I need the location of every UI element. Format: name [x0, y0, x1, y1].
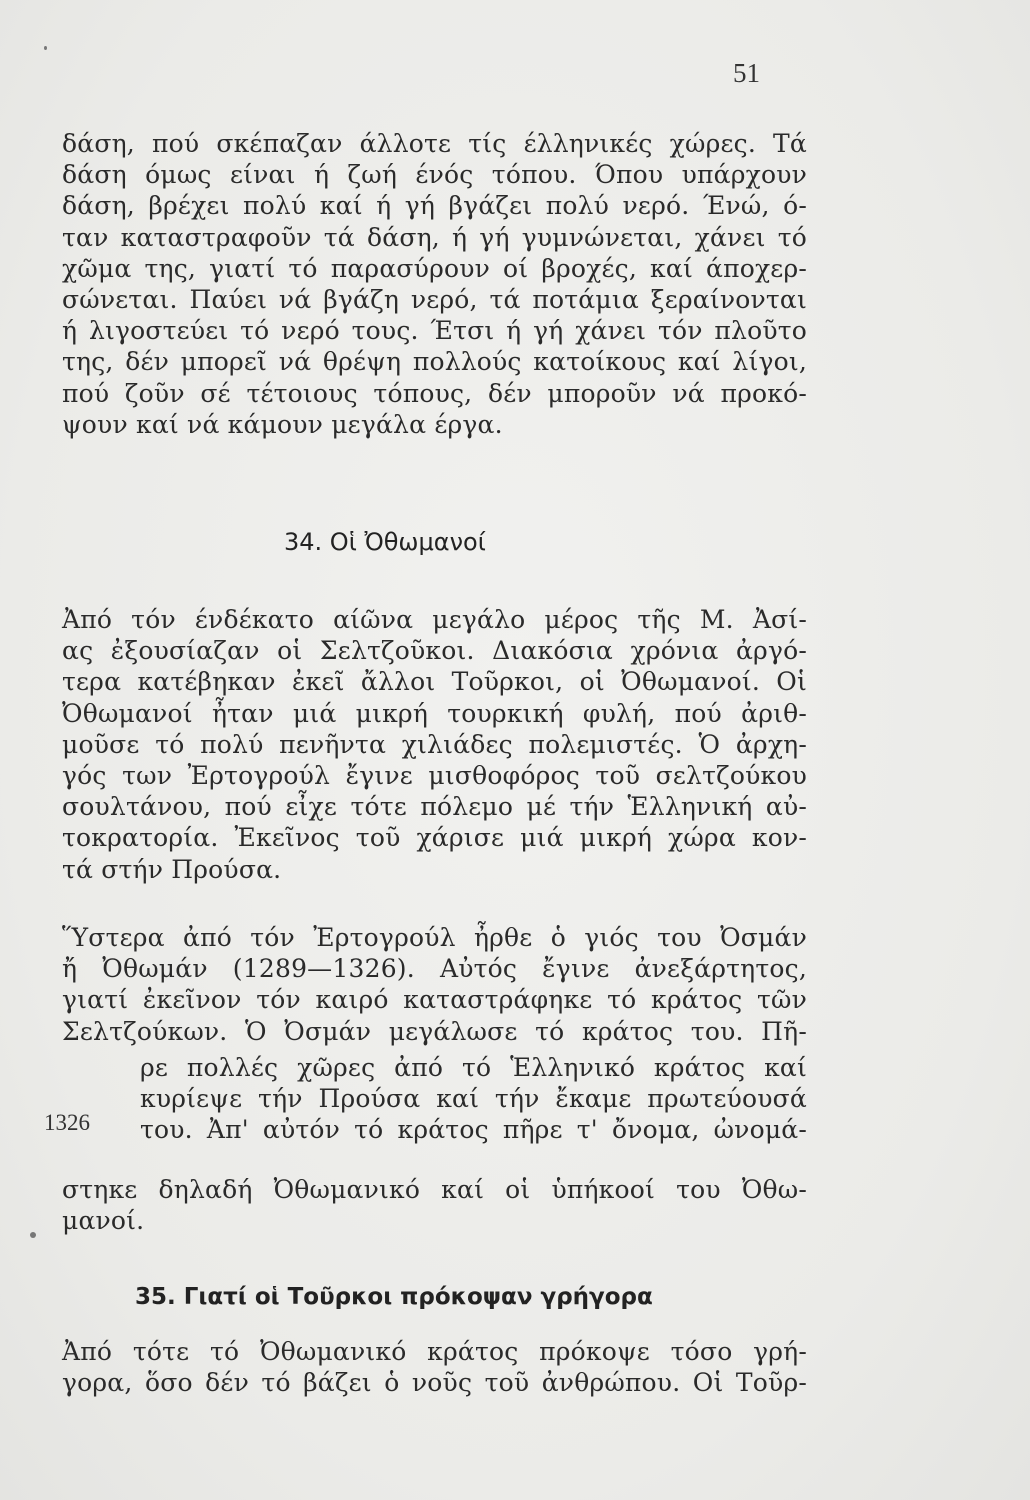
- margin-year-note: 1326: [44, 1110, 90, 1135]
- text-line: δάση, βρέχει πολύ καί ή γή βγάζει πολύ νερό. Ένώ, ό-: [62, 191, 807, 221]
- print-speck: [30, 1232, 36, 1238]
- text-line: ἤ Ὀθωμάν (1289—1326). Αὐτός ἔγινε ἀνεξάρτητος,: [62, 954, 807, 984]
- text-line: ή λιγοστεύει τό νερό τους. Έτσι ή γή χάνει τόν πλοῦτο: [62, 316, 807, 346]
- text-line: τοκρατορία. Ἐκεῖνος τοῦ χάρισε μιά μικρή χώρα κον-: [62, 823, 807, 853]
- text-line: Ὕστερα ἀπό τόν Ἐρτογρούλ ἦρθε ὁ γιός του Ὀσμάν: [62, 923, 807, 952]
- text-line: σουλτάνου, πού εἶχε τότε πόλεμο μέ τήν Ἑλληνική αὐ-: [62, 792, 807, 822]
- text-line: Ἀπό τόν ένδέκατο αίῶνα μεγάλο μέρος τῆς Μ. Ἀσί-: [62, 605, 807, 634]
- text-line: πού ζοῦν σέ τέτοιους τόπους, δέν μποροῦν νά προκό-: [62, 378, 807, 408]
- text-line: του. Ἀπ' αὐτόν τό κράτος πῆρε τ' ὄνομα, ὠνομά-: [140, 1115, 807, 1145]
- text-line: στηκε δηλαδή Ὀθωμανικό καί οἱ ὑπήκοοί του Ὀθω-: [62, 1175, 807, 1204]
- text-line: κυρίεψε τήν Προύσα καί τήν ἔκαμε πρωτεύουσά: [140, 1084, 807, 1114]
- paragraph-seljuks: [62, 604, 807, 885]
- paragraph-forests: [62, 128, 807, 440]
- text-line: τά στήν Προύσα.: [62, 854, 282, 884]
- text-line: Ὀθωμανοί ἦταν μιά μικρή τουρκική φυλή, πού ἀριθ-: [62, 698, 807, 728]
- text-line: γορα, ὅσο δέν τό βάζει ὁ νοῦς τοῦ ἀνθρώπου. Οἱ Τοῦρ-: [62, 1368, 807, 1398]
- text-line: ψουν καί νά κάμουν μεγάλα έργα.: [62, 409, 503, 439]
- paragraph-ottoman-growth: [62, 1336, 807, 1398]
- section-heading-34: 34. Οἱ Ὀθωμανοί: [284, 528, 486, 556]
- page-number: 51: [733, 58, 760, 88]
- text-line: ρε πολλές χῶρες ἀπό τό Ἑλληνικό κράτος καί: [140, 1053, 807, 1082]
- text-line: χῶμα της, γιατί τό παρασύρουν οί βροχές, καί άποχερ-: [62, 253, 807, 283]
- text-line: δάση όμως είναι ή ζωή ένός τόπου. Όπου υπάρχουν: [62, 160, 807, 190]
- print-speck: [44, 46, 47, 50]
- text-line: μοῦσε τό πολύ πενῆντα χιλιάδες πολεμιστές. Ὁ ἀρχη-: [62, 729, 807, 759]
- text-line: τερα κατέβηκαν ἐκεῖ ἄλλοι Τοῦρκοι, οἱ Ὀθωμανοί. Οἱ: [62, 667, 807, 697]
- text-line: γός των Ἐρτογρούλ ἔγινε μισθοφόρος τοῦ σελτζούκου: [62, 760, 807, 790]
- text-line: Ἀπό τότε τό Ὀθωμανικό κράτος πρόκοψε τόσο γρή-: [62, 1337, 807, 1366]
- section-heading-35: 35. Γιατί οἱ Τοῦρκοι πρόκοψαν γρήγορα: [135, 1284, 653, 1310]
- text-line: Σελτζούκων. Ὁ Ὀσμάν μεγάλωσε τό κράτος του. Πῆ-: [62, 1016, 807, 1046]
- text-line: της, δέν μπορεῖ νά θρέψη πολλούς κατοίκους καί λίγοι,: [62, 347, 807, 377]
- text-line: δάση, πού σκέπαζαν άλλοτε τίς έλληνικές χώρες. Τά: [62, 129, 807, 158]
- paragraph-osman-end: [62, 1174, 807, 1236]
- text-line: ταν καταστραφοῦν τά δάση, ή γή γυμνώνεται, χάνει τό: [62, 222, 807, 252]
- text-line: σώνεται. Παύει νά βγάζη νερό, τά ποτάμια ξεραίνονται: [62, 284, 807, 314]
- text-line: ας ἐξουσίαζαν οἱ Σελτζοῦκοι. Διακόσια χρόνια ἀργό-: [62, 636, 807, 666]
- paragraph-osman: [62, 922, 807, 1047]
- text-line: γιατί ἐκεῖνον τόν καιρό καταστράφηκε τό κράτος τῶν: [62, 985, 807, 1015]
- text-line: μανοί.: [62, 1206, 145, 1236]
- paragraph-osman-indented: [62, 1052, 807, 1146]
